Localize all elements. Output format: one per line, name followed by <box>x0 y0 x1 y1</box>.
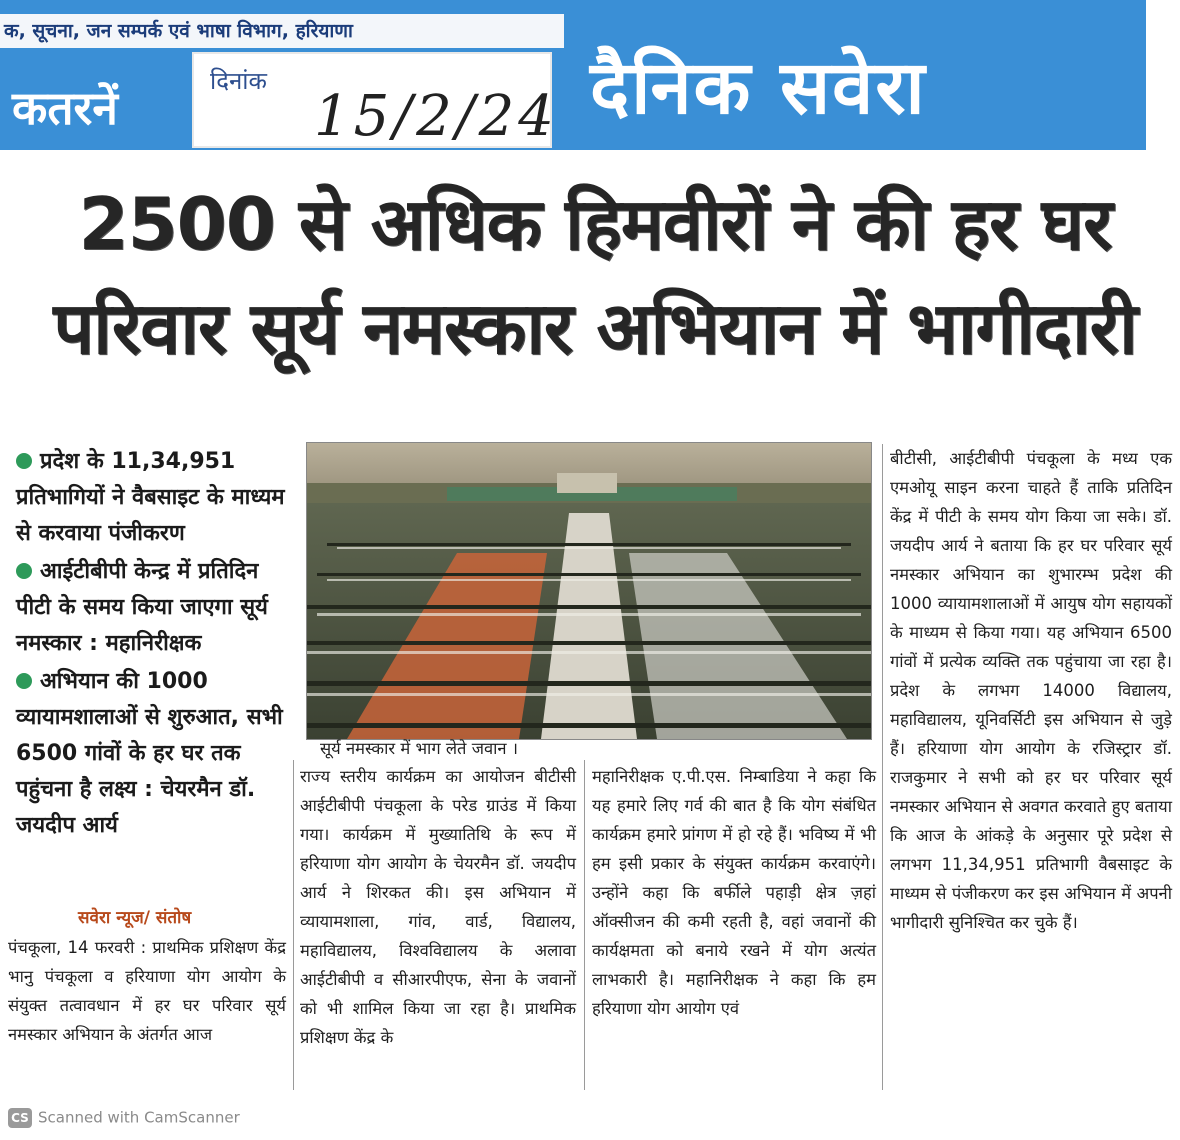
column-divider <box>882 444 883 1090</box>
bullet-icon <box>16 453 32 469</box>
highlights-list <box>16 444 294 846</box>
article-column-3: महानिरीक्षक ए.पी.एस. निम्बाडिया ने कहा कि यह हमारे लिए गर्व की बात है कि योग संबंधित कार्यक्रम हमारे प्रांगण में हो रहे हैं। भविष्य में भी हम इसी प्रकार के संयुक्त कार्यक्रम करवाएंगे। उन्होंने कहा कि बर्फीले पहाड़ी क्षेत्र ज़हां ऑक्सीजन की कमी रहती है, वहां जवानों की कार्यक्षमता को बनाये रखने में योग अत्यंत लाभकारी है। महानिरीक्षक ने कहा कि हम हरियाणा योग आयोग एवं <box>592 767 876 1018</box>
photo-caption: सूर्य नमस्कार में भाग लेते जवान । <box>320 739 519 758</box>
highlight-item <box>16 444 294 552</box>
department-name: क, सूचना, जन सम्पर्क एवं भाषा विभाग, हरियाणा <box>0 14 564 48</box>
date-label: दिनांक <box>210 67 267 95</box>
highlight-item <box>16 554 294 662</box>
article-column-4: बीटीसी, आईटीबीपी पंचकूला के मध्य एक एमओयू साइन करना चाहते हैं ताकि प्रतिदिन केंद्र में पीटी के समय योग किया जा सके। डॉ. जयदीप आर्य ने बताया कि हर घर परिवार सूर्य नमस्कार अभियान का शुभारम्भ प्रदेश की 1000 व्यायामशालाओं में आयुष योग सहायकों के माध्यम से किया गया। यह अभियान 6500 गांवों में प्रत्येक व्यक्ति तक पहुंचाया जा रहा है। प्रदेश के लगभग 14000 विद्यालय, महाविद्यालय, यूनिवर्सिटी इस अभियान से जुड़े हैं। हरियाणा योग आयोग के रजिस्ट्रार डॉ. राजकुमार ने सभी को हर घर परिवार सूर्य नमस्कार अभियान से अवगत करवाते हुए बताया कि आज के आंकड़े के अनुसार पूरे प्रदेश से लगभग 11,34,951 प्रतिभागी वैबसाइट के माध्यम से पंजीकरण कर इस अभियान में अपनी भागीदारी सुनिश्चित कर चुके हैं। <box>890 449 1172 932</box>
bullet-icon <box>16 673 32 689</box>
article-column-1: पंचकूला, 14 फरवरी : प्राथमिक प्रशिक्षण केंद्र भानु पंचकूला व हरियाणा योग आयोग के संयुक्त तत्वावधान में हर घर परिवार सूर्य नमस्कार अभियान के अंतर्गत आज <box>8 938 286 1044</box>
headline <box>20 172 1170 380</box>
watermark-text: Scanned with CamScanner <box>38 1108 240 1127</box>
highlight-text: प्रदेश के 11,34,951 प्रतिभागियों ने वैबसाइट के माध्यम से करवाया पंजीकरण <box>16 449 285 546</box>
yoga-formation-illustration <box>307 443 871 739</box>
clippings-label: कतरनें <box>12 81 118 135</box>
highlight-text: अभियान की 1000 व्यायामशालाओं से शुरुआत, सभी 6500 गांवों के हर घर तक पहुंचना है लक्ष्य : चेयरमैन डॉ. जयदीप आर्य <box>16 669 283 838</box>
bullet-icon <box>16 563 32 579</box>
camscanner-logo-icon: CS <box>8 1108 32 1128</box>
column-divider <box>584 760 585 1090</box>
headline-line-2: परिवार सूर्य नमस्कार अभियान में भागीदारी <box>53 286 1137 370</box>
newspaper-title: दैनिक सवेरा <box>590 45 927 131</box>
article-column-2: राज्य स्तरीय कार्यक्रम का आयोजन बीटीसी आईटीबीपी पंचकूला के परेड ग्राउंड में किया गया। कार्यक्रम में मुख्यातिथि के रूप में हरियाणा योग आयोग के चेयरमैन डॉ. जयदीप आर्य ने शिरकत की। इस अभियान में व्यायामशाला, गांव, वार्ड, विद्यालय, महाविद्यालय, विश्वविद्यालय के अलावा आईटीबीपी व सीआरपीएफ, सेना के जवानों को भी शामिल किया जा रहा है। प्राथमिक प्रशिक्षण केंद्र के <box>300 767 576 1047</box>
date-value: 15/2/24 <box>314 84 558 149</box>
column-divider <box>293 760 294 1090</box>
highlight-text: आईटीबीपी केन्द्र में प्रतिदिन पीटी के समय किया जाएगा सूर्य नमस्कार : महानिरीक्षक <box>16 559 268 656</box>
highlight-item <box>16 664 294 844</box>
parade-ground-photo <box>306 442 872 740</box>
date-box <box>192 52 558 149</box>
headline-line-1: 2500 से अधिक हिमवीरों ने की हर घर <box>78 182 1112 266</box>
scanner-watermark <box>8 1108 240 1128</box>
byline: सवेरा न्यूज/ संतोष <box>78 908 192 928</box>
clipping-header <box>0 0 1146 150</box>
